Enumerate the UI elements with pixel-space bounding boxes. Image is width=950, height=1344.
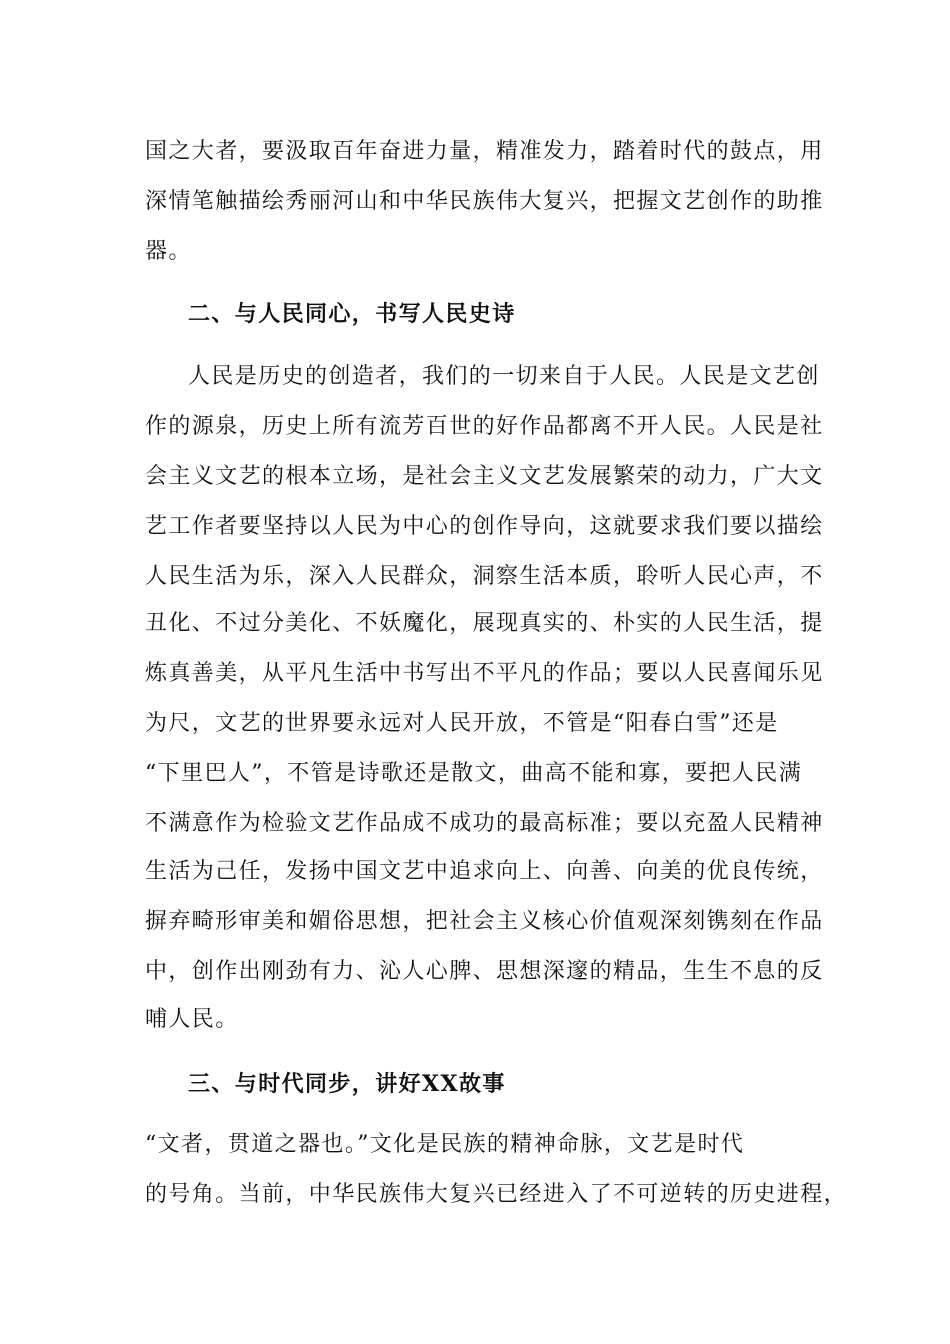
- paragraph-line: 人民生活为乐，深入人民群众，洞察生活本质，聆听人民心声，不: [145, 564, 824, 589]
- paragraph-line: 的号角。当前，中华民族伟大复兴已经进入了不可逆转的历史进程，: [145, 1182, 848, 1207]
- paragraph-line: 器。: [145, 239, 192, 264]
- section-heading-3: 三、与时代同步，讲好XX故事: [188, 1071, 506, 1097]
- paragraph-line: 摒弃畸形审美和媚俗思想，把社会主义核心价值观深刻镌刻在作品: [145, 909, 824, 934]
- paragraph-line: 不满意作为检验文艺作品成不成功的最高标准；要以充盈人民精神: [145, 811, 824, 836]
- paragraph-line: 炼真善美，从平凡生活中书写出不平凡的作品；要以人民喜闻乐见: [145, 661, 824, 686]
- paragraph-line: 中，创作出刚劲有力、沁人心脾、思想深邃的精品，生生不息的反: [145, 959, 824, 984]
- paragraph-line: 会主义文艺的根本立场，是社会主义文艺发展繁荣的动力，广大文: [145, 464, 824, 489]
- section-heading-2: 二、与人民同心，书写人民史诗: [188, 301, 516, 327]
- paragraph-line: 作的源泉，历史上所有流芳百世的好作品都离不开人民。人民是社: [145, 414, 824, 439]
- paragraph-line: 国之大者，要汲取百年奋进力量，精准发力，踏着时代的鼓点，用: [145, 139, 824, 164]
- paragraph-line: 艺工作者要坚持以人民为中心的创作导向，这就要求我们要以描绘: [145, 514, 824, 539]
- paragraph-line: 生活为己任，发扬中国文艺中追求向上、向善、向美的优良传统，: [145, 859, 824, 884]
- paragraph-line: 人民是历史的创造者，我们的一切来自于人民。人民是文艺创: [188, 364, 820, 389]
- paragraph-line: 哺人民。: [145, 1007, 239, 1032]
- paragraph-line: 丑化、不过分美化、不妖魔化，展现真实的、朴实的人民生活，提: [145, 611, 824, 636]
- paragraph-line: 为尺，文艺的世界要永远对人民开放，不管是“阳春白雪”还是: [145, 711, 779, 736]
- paragraph-line: “文者，贯道之器也。”文化是民族的精神命脉，文艺是时代: [145, 1132, 745, 1157]
- paragraph-line: “下里巴人”，不管是诗歌还是散文，曲高不能和寡，要把人民满: [145, 761, 803, 786]
- paragraph-line: 深情笔触描绘秀丽河山和中华民族伟大复兴，把握文艺创作的助推: [145, 189, 824, 214]
